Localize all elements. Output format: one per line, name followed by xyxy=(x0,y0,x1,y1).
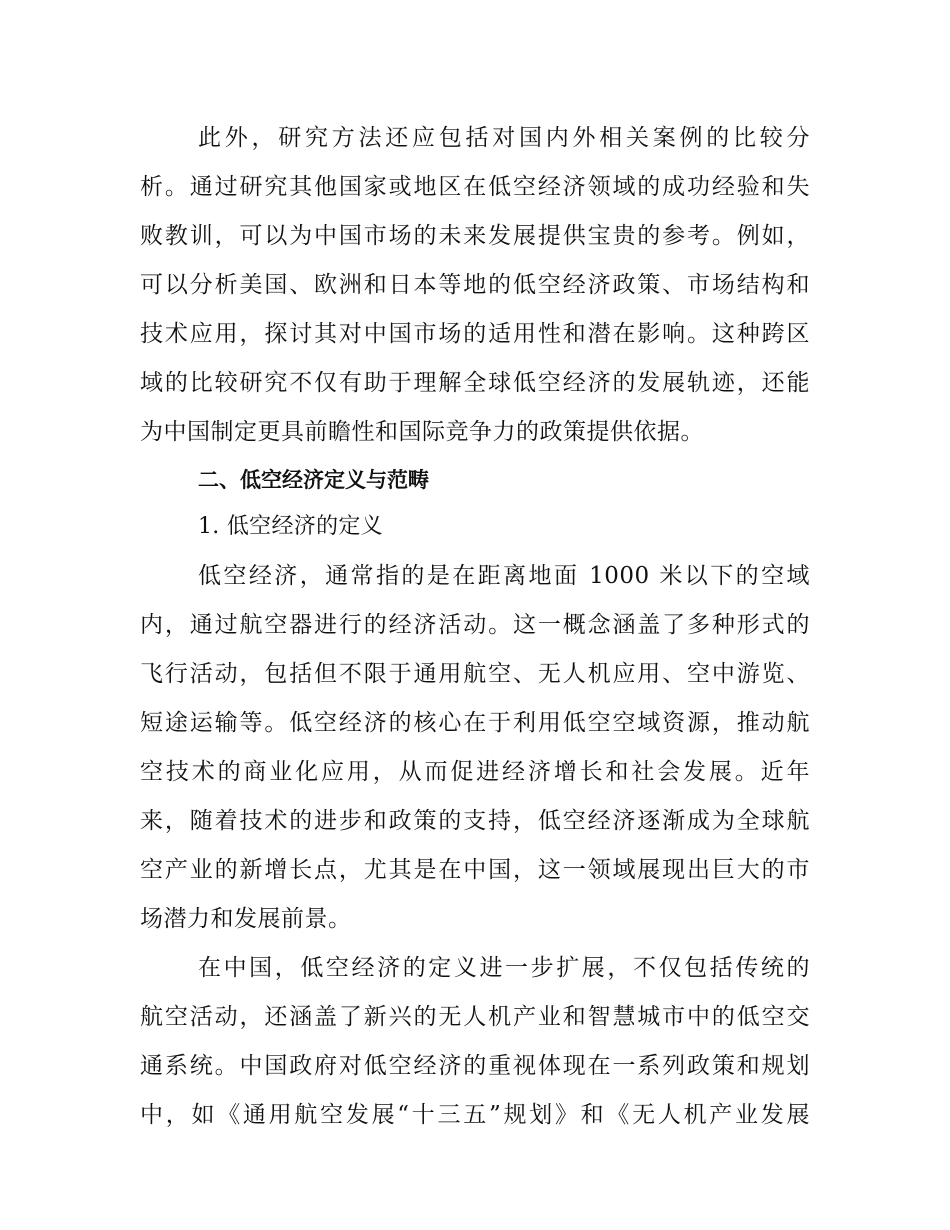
paragraph-1-line-3: 败教训，可以为中国市场的未来发展提供宝贵的参考。例如， xyxy=(140,223,810,249)
paragraph-1-line-5: 技术应用，探讨其对中国市场的适用性和潜在影响。这种跨区 xyxy=(140,321,810,347)
paragraph-3-line-4: 中，如《通用航空发展“十三五”规划》和《无人机产业发展 xyxy=(140,1102,810,1128)
paragraph-1-line-4: 可以分析美国、欧洲和日本等地的低空经济政策、市场结构和 xyxy=(140,272,810,298)
paragraph-2-line-8: 场潜力和发展前景。 xyxy=(140,906,352,932)
paragraph-3-line-3: 通系统。中国政府对低空经济的重视体现在一系列政策和规划 xyxy=(140,1053,810,1079)
paragraph-3-line-2: 航空活动，还涵盖了新兴的无人机产业和智慧城市中的低空交 xyxy=(140,1004,810,1030)
paragraph-3-line-1: 在中国，低空经济的定义进一步扩展，不仅包括传统的 xyxy=(198,955,810,981)
subsection-heading: 1. 低空经济的定义 xyxy=(198,514,383,539)
paragraph-2-line-6: 来，随着技术的进步和政策的支持，低空经济逐渐成为全球航 xyxy=(140,808,810,834)
paragraph-1-line-2: 析。通过研究其他国家或地区在低空经济领域的成功经验和失 xyxy=(140,174,810,200)
paragraph-1-line-1: 此外，研究方法还应包括对国内外相关案例的比较分 xyxy=(198,125,810,151)
paragraph-2-line-1: 低空经济，通常指的是在距离地面 1000 米以下的空域 xyxy=(198,563,810,589)
section-heading: 二、低空经济定义与范畴 xyxy=(198,468,429,492)
paragraph-1-line-7: 为中国制定更具前瞻性和国际竞争力的政策提供依据。 xyxy=(140,419,704,445)
paragraph-2-line-2: 内，通过航空器进行的经济活动。这一概念涵盖了多种形式的 xyxy=(140,612,810,638)
paragraph-1-line-6: 域的比较研究不仅有助于理解全球低空经济的发展轨迹，还能 xyxy=(140,370,810,396)
paragraph-2-line-5: 空技术的商业化应用，从而促进经济增长和社会发展。近年 xyxy=(140,759,810,785)
paragraph-2-line-4: 短途运输等。低空经济的核心在于利用低空空域资源，推动航 xyxy=(140,710,810,736)
paragraph-2-line-3: 飞行活动，包括但不限于通用航空、无人机应用、空中游览、 xyxy=(140,661,810,687)
paragraph-2-line-7: 空产业的新增长点，尤其是在中国，这一领域展现出巨大的市 xyxy=(140,857,810,883)
